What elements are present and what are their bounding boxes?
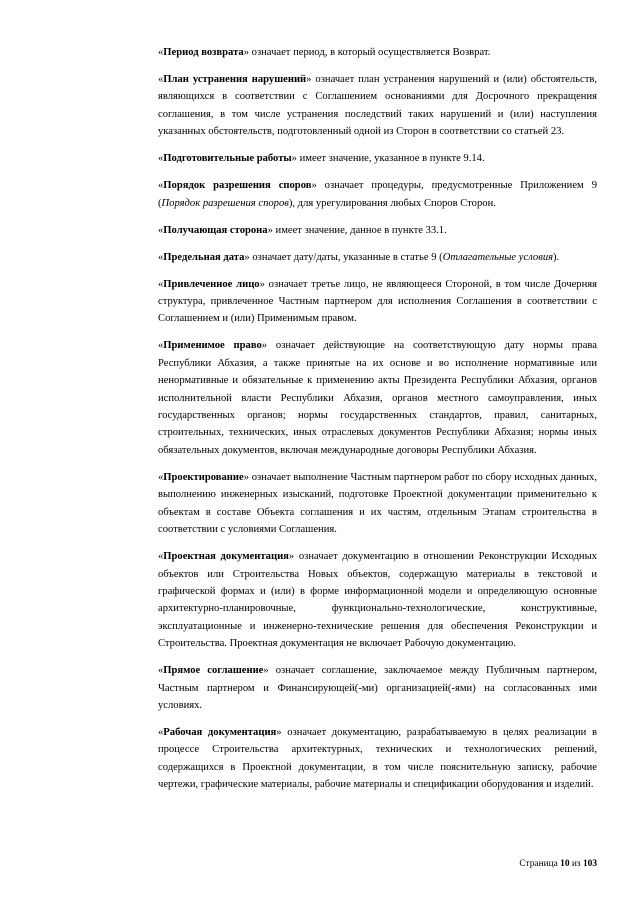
page-footer — [519, 859, 597, 869]
quote-close: » — [267, 224, 273, 236]
definition-text: означает выполнение Частным партнером работ по сбору исходных данных, выполнению инженерных изысканий, подготовке Проектной документации применительно к объектам в составе Объекта соглашения и их частям, отдельным Этапам строительства в соответствии с условиями Соглашения. — [158, 471, 597, 536]
quote-open: « — [158, 471, 164, 483]
definitions-list — [158, 44, 597, 803]
quote-open: « — [158, 340, 164, 352]
definition-return-period — [158, 44, 597, 61]
quote-close: » — [291, 153, 297, 165]
definition-term: План устранения нарушений — [163, 74, 307, 85]
definition-design — [158, 469, 597, 539]
definition-text: означает период, в который осуществляется Возврат. — [249, 47, 491, 58]
definition-term: Порядок разрешения споров — [163, 180, 312, 192]
quote-close: » — [263, 665, 269, 677]
quote-open: « — [158, 47, 164, 58]
definition-text: означает третье лицо, не являющееся Стороной, в том числе Дочерняя структура, привлеченное Частным партнером для исполнения Соглашения в соответствии с Соглашением и (или) Применимым правом. — [158, 278, 598, 325]
definition-receiving-party — [158, 222, 597, 239]
definition-reference: Порядок разрешения споров — [161, 197, 289, 209]
definition-term: Проектная документация — [163, 551, 289, 563]
definition-engaged-person — [158, 276, 597, 328]
definition-text: означает документацию в отношении Реконструкции Исходных объектов или Строительства Новых объектов, содержащую материалы в текстовой и графической формах и (или) в форме информационной модели и определяющую основные архитектурно-планировочные, функционально-технологические, конструктивные, эксплуатационные и инженерно-технические решения для обеспечения Реконструкции и Строительства. Проектная документация не включает Рабочую документацию. — [158, 551, 597, 650]
definition-direct-agreement — [158, 662, 597, 714]
quote-open: « — [158, 551, 164, 563]
definition-preparatory-works — [158, 150, 597, 167]
definition-remediation-plan — [158, 71, 597, 141]
definition-applicable-law — [158, 337, 597, 459]
definition-working-documentation — [158, 724, 597, 794]
quote-open: « — [158, 180, 164, 192]
definition-term: Предельная дата — [163, 251, 245, 263]
quote-open: « — [158, 726, 164, 738]
page-label: Страница — [519, 859, 558, 869]
definition-text: имеет значение, данное в пункте 33.1. — [272, 224, 447, 236]
quote-close: » — [311, 180, 317, 192]
definition-term: Подготовительные работы — [163, 153, 292, 165]
quote-open: « — [158, 153, 164, 165]
page-number: 10 — [560, 859, 570, 869]
quote-close: » — [244, 251, 250, 263]
definition-dispute-resolution — [158, 177, 597, 212]
quote-open: « — [158, 224, 164, 236]
quote-close: » — [306, 74, 312, 85]
total-pages: 103 — [582, 859, 597, 869]
definition-reference: Отлагательные условия — [442, 251, 554, 263]
quote-close: » — [259, 278, 265, 290]
quote-close: » — [288, 551, 295, 563]
definition-term: Рабочая документация — [163, 726, 277, 738]
definition-term: Привлеченное лицо — [163, 278, 260, 290]
definition-text: означает дату/даты, указанные в статье 9 ( — [249, 251, 443, 263]
definition-deadline — [158, 249, 597, 266]
definition-term: Получающая сторона — [163, 224, 268, 236]
definition-text: имеет значение, указанное в пункте 9.14. — [296, 153, 485, 165]
definition-design-documentation — [158, 548, 597, 652]
definition-text: означает действующие на соответствующую дату нормы права Республики Абхазия, а также принятые на их основе и во исполнение нормативные или ненормативные и обязательные к применению акты Президента Республики Абхазия, органов исполнительной власти Республики Абхазия, органов местного самоуправления, иных государственных органов; нормы государственных стандартов, правил, санитарных, строительных, технических, иных отраслевых документов Республики Абхазия; нормы иных обязательных документов, включая международные договоры Республики Абхазия. — [158, 340, 597, 456]
definition-term: Прямое соглашение — [163, 665, 264, 677]
definition-text: означает документацию, разрабатываемую в целях реализации в процессе Строительства архитектурных, технических и технологических решений, содержащихся в Проектной документации, в том числе пояснительную записку, рабочие чертежи, графические материалы, рабочие материалы и спецификации оборудования и изделий. — [158, 726, 597, 791]
definition-term: Период возврата — [163, 47, 244, 58]
definition-term: Проектирование — [163, 471, 244, 483]
quote-close: » — [261, 340, 268, 352]
definition-term: Применимое право — [163, 340, 262, 352]
definition-text-after: ). — [553, 251, 560, 263]
quote-close: » — [276, 726, 282, 738]
definition-text-after: ), для урегулирования любых Споров Сторон. — [288, 197, 496, 209]
definition-text: означает соглашение, заключаемое между Публичным партнером, Частным партнером и Финансирующей(-ми) организацией(-ями) на согласованных ими условиях. — [158, 665, 598, 711]
quote-open: « — [158, 74, 164, 85]
definition-text: означает план устранения нарушений и (или) обстоятельств, являющихся в соответствии с Соглашением основаниями для Досрочного прекращения соглашения, в том числе устранения последствий таких нарушений и (или) наступления указанных обстоятельств, подготовленный одной из Сторон в соответствии со статьей 23. — [158, 74, 597, 138]
quote-close: » — [243, 471, 249, 483]
quote-open: « — [158, 251, 164, 263]
quote-open: « — [158, 278, 164, 290]
quote-close: » — [243, 47, 249, 58]
definition-text: означает процедуры, предусмотренные Приложением 9 ( — [158, 180, 597, 209]
of-label: из — [571, 859, 581, 869]
quote-open: « — [158, 665, 164, 677]
